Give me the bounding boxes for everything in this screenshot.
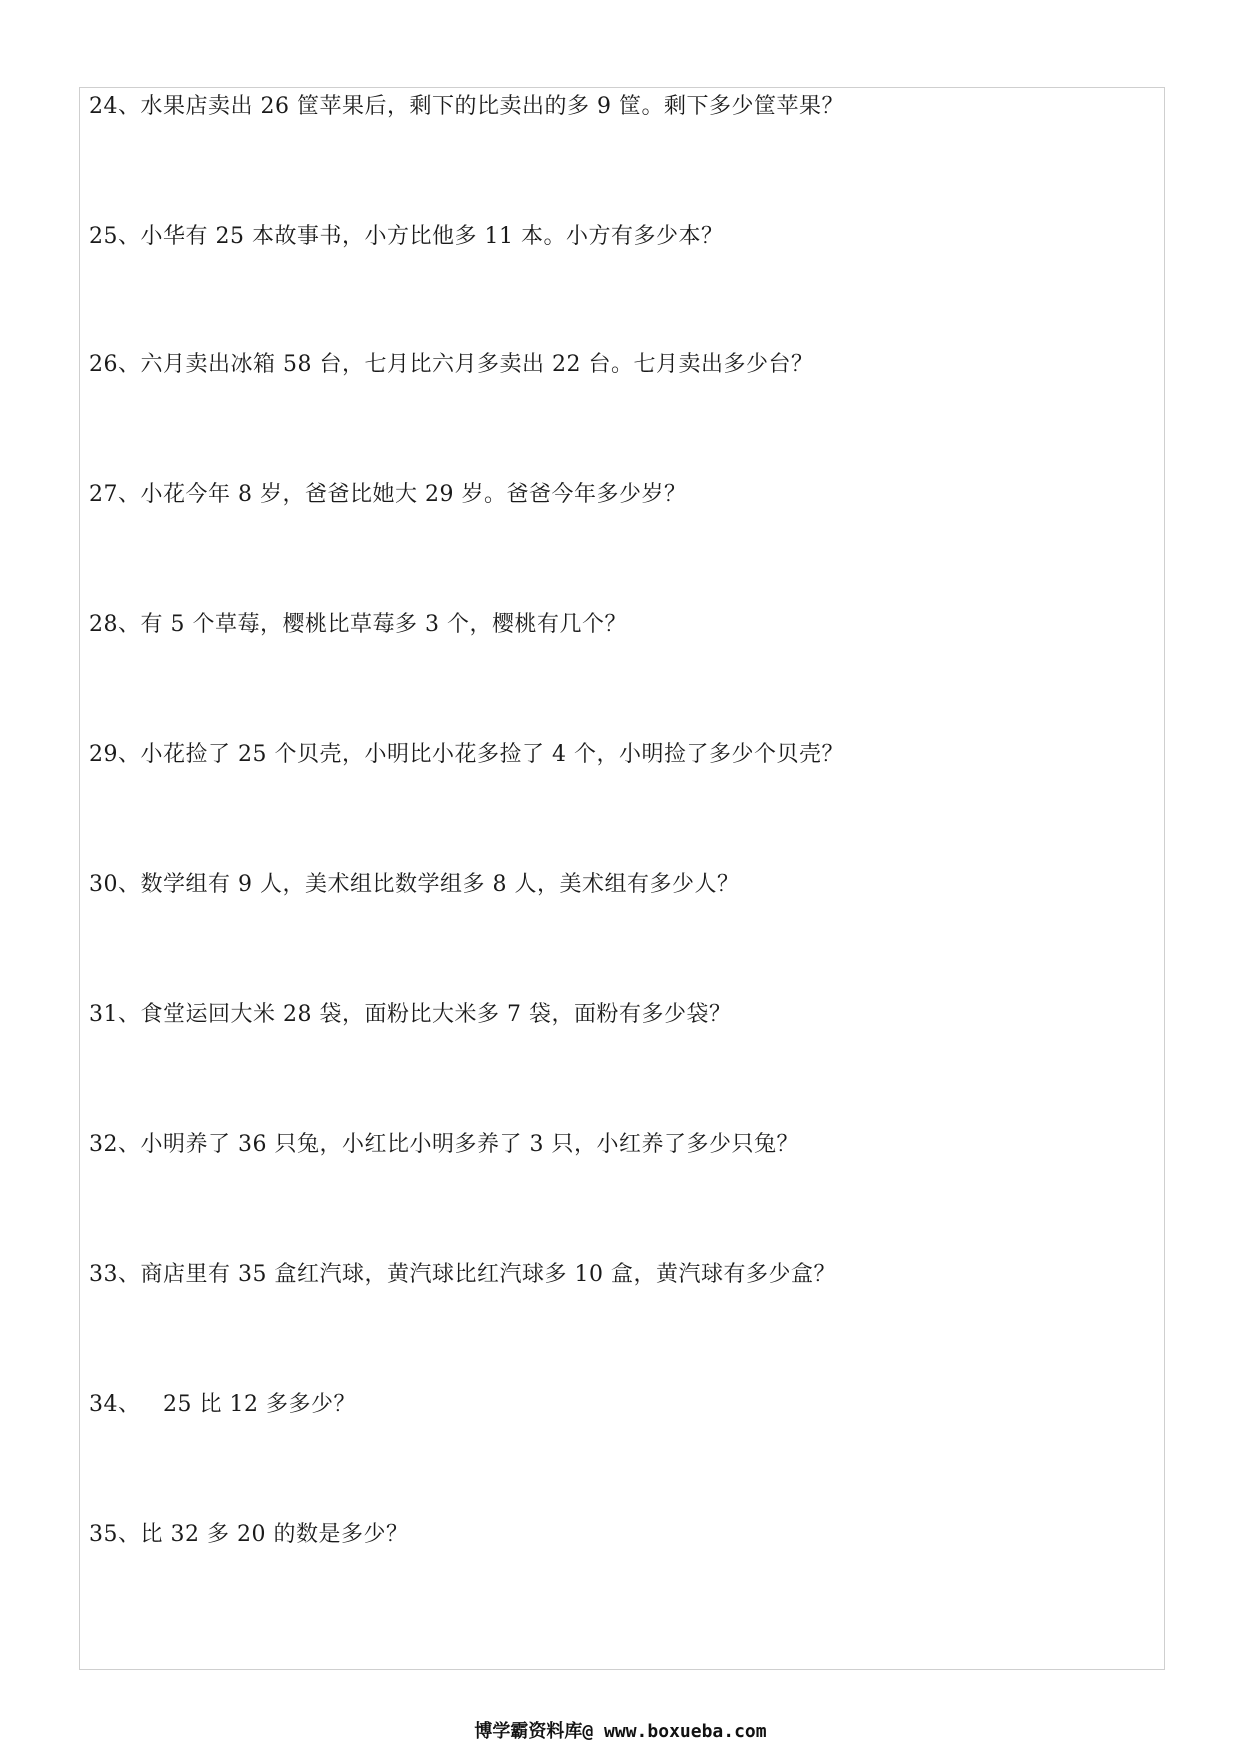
question-number: 30、 <box>89 872 141 897</box>
question-31 <box>89 1000 731 1030</box>
question-number: 27、 <box>89 482 141 507</box>
question-number: 24、 <box>89 94 141 119</box>
question-number: 28、 <box>89 612 141 637</box>
question-27 <box>89 480 686 510</box>
question-number: 34、 <box>89 1392 141 1417</box>
question-number: 25、 <box>89 224 141 249</box>
question-number: 33、 <box>89 1262 141 1287</box>
question-34 <box>89 1390 356 1420</box>
question-35 <box>89 1520 408 1550</box>
question-24 <box>89 92 844 122</box>
question-number: 32、 <box>89 1132 141 1157</box>
question-29 <box>89 740 844 770</box>
footer-watermark: 博学霸资料库@ www.boxueba.com <box>474 1721 767 1742</box>
question-text: 小明养了 36 只兔，小红比小明多养了 3 只，小红养了多少只兔？ <box>140 1132 799 1157</box>
question-28 <box>89 610 627 640</box>
question-32 <box>89 1130 799 1160</box>
question-33 <box>89 1260 836 1290</box>
question-text: 商店里有 35 盒红汽球，黄汽球比红汽球多 10 盒，黄汽球有多少盒？ <box>140 1262 836 1287</box>
question-text: 六月卖出冰箱 58 台，七月比六月多卖出 22 台。七月卖出多少台？ <box>140 352 814 377</box>
question-number: 31、 <box>89 1002 141 1027</box>
question-number: 26、 <box>89 352 141 377</box>
question-text: 水果店卖出 26 筐苹果后，剩下的比卖出的多 9 筐。剩下多少筐苹果？ <box>140 94 844 119</box>
question-text: 食堂运回大米 28 袋，面粉比大米多 7 袋，面粉有多少袋？ <box>140 1002 732 1027</box>
question-text: 比 32 多 20 的数是多少？ <box>140 1522 409 1547</box>
question-number: 35、 <box>89 1522 141 1547</box>
question-text: 有 5 个草莓，樱桃比草莓多 3 个，樱桃有几个？ <box>140 612 627 637</box>
question-26 <box>89 350 813 380</box>
question-number: 29、 <box>89 742 141 767</box>
question-text: 小花今年 8 岁，爸爸比她大 29 岁。爸爸今年多少岁？ <box>140 482 687 507</box>
question-text: 小花捡了 25 个贝壳，小明比小花多捡了 4 个，小明捡了多少个贝壳？ <box>140 742 844 767</box>
question-text: 25 比 12 多多少？ <box>140 1392 356 1417</box>
question-text: 数学组有 9 人，美术组比数学组多 8 人，美术组有多少人？ <box>140 872 740 897</box>
question-30 <box>89 870 739 900</box>
question-25 <box>89 222 723 252</box>
question-text: 小华有 25 本故事书，小方比他多 11 本。小方有多少本？ <box>140 224 724 249</box>
